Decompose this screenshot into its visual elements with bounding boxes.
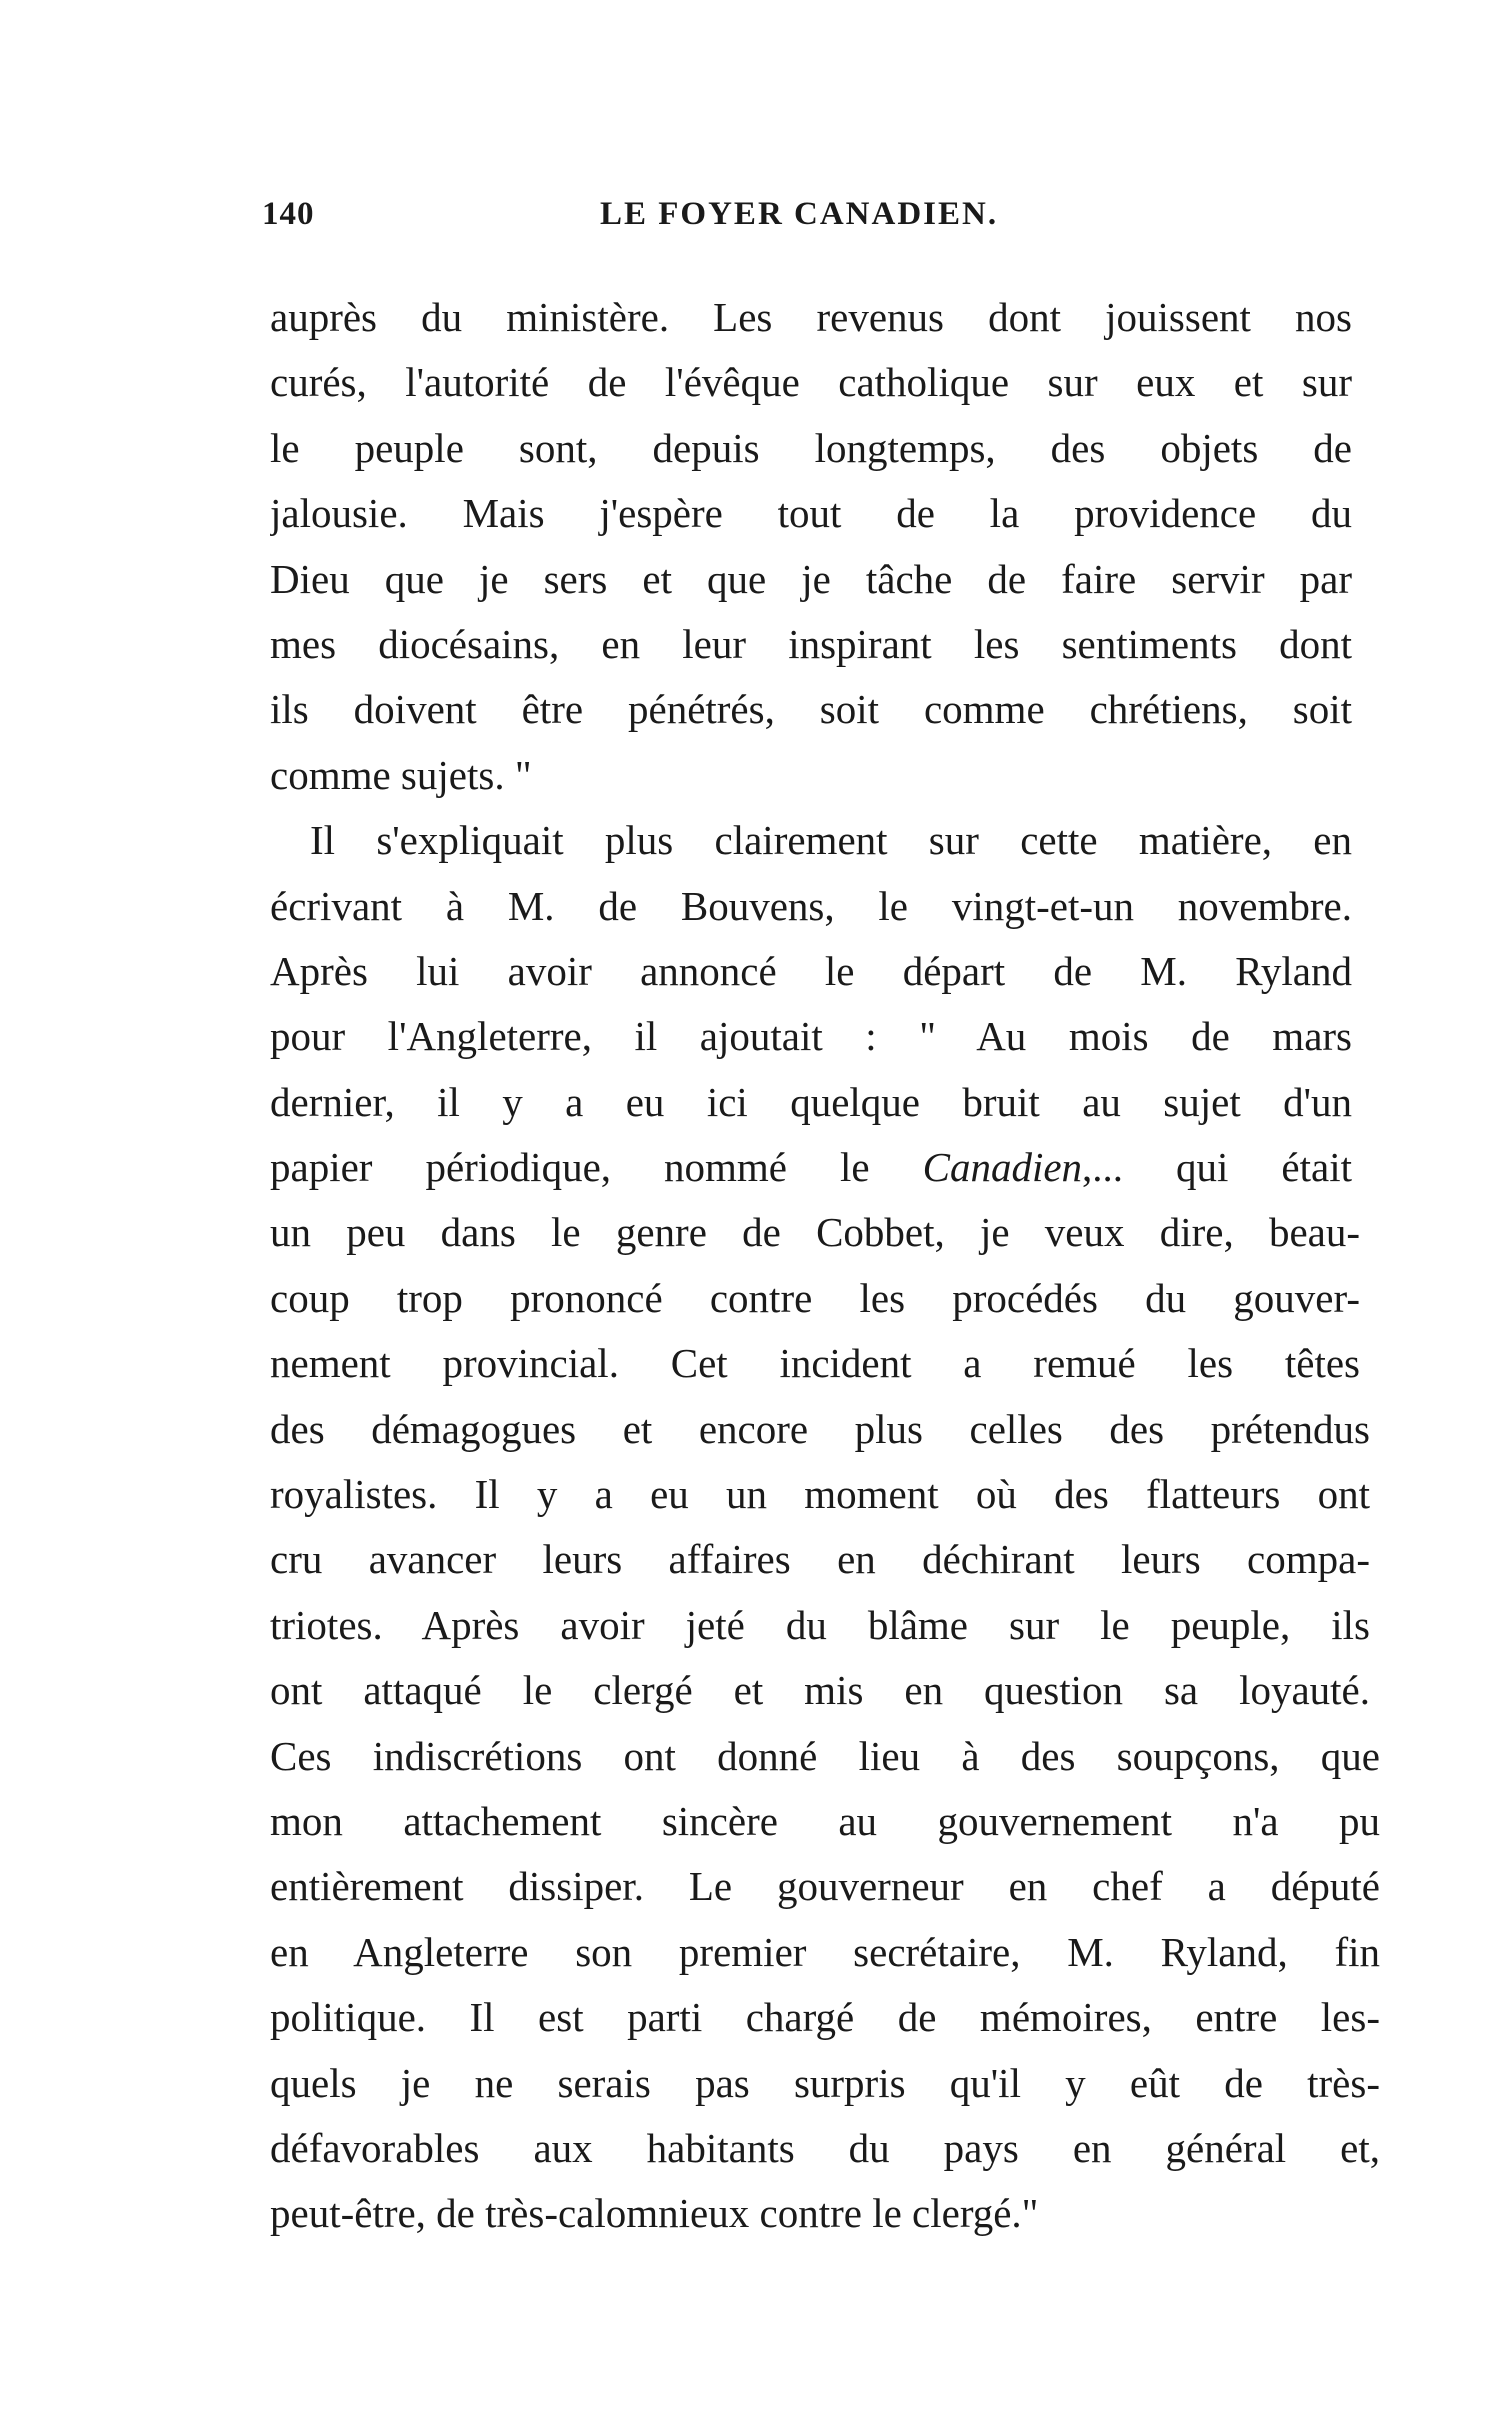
- text-line: coup trop prononcé contre les procédés du gouver-: [270, 1274, 1360, 1321]
- text-line: mes diocésains, en leur inspirant les sentiments dont: [270, 620, 1352, 667]
- body-text: [270, 285, 1380, 2247]
- text-line: auprès du ministère. Les revenus dont jouissent nos: [270, 294, 1352, 340]
- text-line: écrivant à M. de Bouvens, le vingt-et-un novembre.: [270, 882, 1352, 929]
- italic-title: Canadien: [922, 1144, 1083, 1191]
- page-number: 140: [262, 196, 315, 232]
- text-line: quels je ne serais pas surpris qu'il y eût de très-: [270, 2059, 1380, 2106]
- text-line: ils doivent être pénétrés, soit comme chrétiens, soit: [270, 686, 1352, 733]
- text-line: Il s'expliquait plus clairement sur cette matière, en: [310, 817, 1352, 864]
- text-line: ont attaqué le clergé et mis en question sa loyauté.: [270, 1667, 1370, 1714]
- text-line: curés, l'autorité de l'évêque catholique sur eux et sur: [270, 359, 1352, 406]
- text-segment: ,... qui était: [1082, 1144, 1352, 1191]
- text-line: peut-être, de très-calomnieux contre le clergé.": [270, 2190, 1039, 2237]
- text-line: le peuple sont, depuis longtemps, des objets de: [270, 424, 1352, 471]
- running-title: LE FOYER CANADIEN.: [600, 196, 999, 232]
- text-line: défavorables aux habitants du pays en général et,: [270, 2124, 1380, 2171]
- text-line: Dieu que je sers et que je tâche de faire servir par: [270, 555, 1352, 602]
- text-line: des démagogues et encore plus celles des prétendus: [270, 1405, 1370, 1452]
- text-line: un peu dans le genre de Cobbet, je veux dire, beau-: [270, 1209, 1360, 1256]
- text-line: comme sujets. ": [270, 751, 532, 798]
- text-line: Après lui avoir annoncé le départ de M. Ryland: [270, 947, 1352, 994]
- text-line: en Angleterre son premier secrétaire, M. Ryland, fin: [270, 1928, 1380, 1975]
- running-head: [262, 196, 1352, 248]
- text-line: politique. Il est parti chargé de mémoires, entre les-: [270, 1994, 1380, 2041]
- text-line: Ces indiscrétions ont donné lieu à des soupçons, que: [270, 1732, 1380, 1779]
- text-line: cru avancer leurs affaires en déchirant leurs compa-: [270, 1536, 1370, 1583]
- text-line: mon attachement sincère au gouvernement n'a pu: [270, 1797, 1380, 1844]
- text-line: jalousie. Mais j'espère tout de la providence du: [270, 490, 1352, 537]
- text-segment: papier périodique, nommé le: [270, 1144, 923, 1191]
- text-line: nement provincial. Cet incident a remué les têtes: [270, 1340, 1360, 1387]
- text-line: royalistes. Il y a eu un moment où des flatteurs ont: [270, 1471, 1370, 1518]
- text-line: pour l'Angleterre, il ajoutait : " Au mois de mars: [270, 1013, 1352, 1060]
- text-line: entièrement dissiper. Le gouverneur en chef a député: [270, 1863, 1380, 1910]
- text-line: triotes. Après avoir jeté du blâme sur le peuple, ils: [270, 1601, 1370, 1648]
- text-line: [270, 1135, 1352, 1200]
- text-line: dernier, il y a eu ici quelque bruit au sujet d'un: [270, 1078, 1352, 1125]
